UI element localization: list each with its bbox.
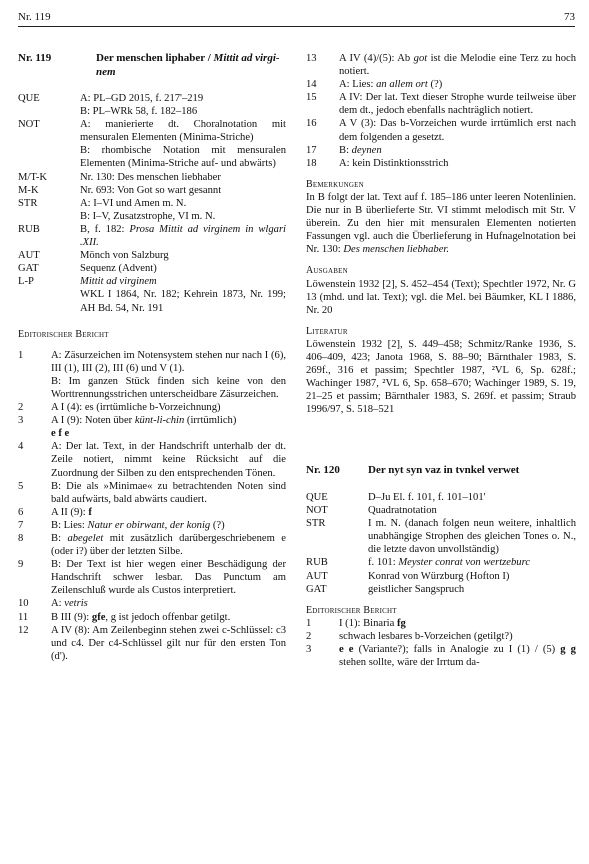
entry-heading: Der menschen liphaber / Mittit ad virgi-nem <box>96 52 280 78</box>
meta-row: NOT Quadratnotation <box>306 505 437 517</box>
note-item: 5 B: Die als »Minimae« zu betrachtenden Noten sind bald aufwärts, bald abwärts caudiert. <box>18 480 286 505</box>
meta-row: STR I m. N. (danach folgen neun weitere, inhaltlich unabhängige Strophen des gleichen Tones o. N., die letzte davon unvollständig) <box>306 518 576 556</box>
note-item: 2 A I (4): es (irrtümliche b-Vorzeichnung) <box>18 402 221 414</box>
note-item: 11 B III (9): gfe, g ist jedoch offenbar getilgt. <box>18 611 231 623</box>
note-item: 18 A: kein Distinktionsstrich <box>306 157 449 169</box>
metadata-block-119 <box>18 92 286 315</box>
meta-row: GAT geistlicher Sangspruch <box>306 583 465 595</box>
entry-number: Nr. 120 <box>306 464 340 477</box>
note-item: 15 A IV: Der lat. Text dieser Strophe wurde teilweise über dem dt., jedoch ebenfalls nachträglich notiert. <box>306 92 576 117</box>
meta-row: RUB f. 101: Meyster conrat von wertzeburc <box>306 557 531 569</box>
notes-list-119 <box>18 349 286 663</box>
note-item: 14 A: Lies: an allem ort (?) <box>306 79 443 91</box>
note-item: 4 A: Der lat. Text, in der Handschrift unterhalb der dt. Zeile notiert, nimmt keine Rücksicht auf die Zuordnung der Silben zu den entsprechenden Tönen. <box>18 441 286 479</box>
meta-row: B: PL–WRk 58, f. 182–186 <box>80 106 198 118</box>
notes-list-119-continued <box>306 52 576 170</box>
section-heading-bemerkungen: Bemerkungen <box>306 178 364 190</box>
bemerkungen-text: In B folgt der lat. Text auf f. 185–186 unter leeren Notenlinien. Die nur in B überlieferte Str. VI stimmt melodisch mit Str. V überein. Zu den hier mit mensuralen Elementen notierten Fassungen vgl. auch die Überlieferung in Hufnagelnotation bei Nr. 130: Des menschen liebhaber. <box>306 191 576 256</box>
meta-row: RUB B, f. 182: Prosa Mittit ad virginem in wlgari .XII. <box>18 223 287 249</box>
meta-row: M/T-K Nr. 130: Des menschen liebhaber <box>18 171 221 183</box>
meta-row: L-P Mittit ad virginem <box>18 276 157 288</box>
note-item: 3 A I (9): Noten über künt-li-chin (irrtümlich) <box>18 415 237 427</box>
section-heading-editorischer-bericht: Editorischer Bericht <box>18 328 109 340</box>
note-item: 13 A IV (4)/(5): Ab got ist die Melodie eine Terz zu hoch notiert. <box>306 53 576 78</box>
note-item: 2 schwach lesbares b-Vorzeichen (getilgt?) <box>306 630 513 642</box>
meta-row: NOT A: manierierte dt. Choralnotation mit mensuralen Elementen (Minima-Striche) <box>18 119 286 144</box>
note-item: 1 I (1): Binaria fg <box>306 617 406 629</box>
note-item: 9 B: Der Text ist hier wegen einer Beschädigung der Handschrift schwer lesbar. Das Punctum am Zeilenschluß wurde als Custos interpretiert. <box>18 559 286 597</box>
header-entry-number: Nr. 119 <box>18 11 51 23</box>
notes-list-120 <box>306 617 576 669</box>
entry-title-119 <box>18 52 286 79</box>
entry-title-120 <box>306 464 576 478</box>
section-heading-ausgaben: Ausgaben <box>306 265 348 277</box>
meta-row: STR A: I–VI und Amen m. N. <box>18 197 187 209</box>
note-item: B: Im ganzen Stück finden sich keine von den Worttrennungsstrichen unterscheidbare Zäsurzeichen. <box>51 375 286 400</box>
note-item: 8 B: abegelet mit zusätzlich darübergeschriebenem e (oder i?) über der letzten Silbe. <box>18 533 286 558</box>
entry-number: Nr. 119 <box>18 52 52 64</box>
note-item: 12 A IV (8): Am Zeilenbeginn stehen zwei c-Schlüssel: c3 und c4. Der c4-Schlüssel gilt nur für den ersten Ton (d'). <box>18 624 286 662</box>
meta-row: AUT Konrad von Würzburg (Hofton I) <box>306 570 510 582</box>
meta-row: WKL I 1864, Nr. 182; Kehrein 1873, Nr. 199; AH Bd. 54, Nr. 191 <box>80 289 286 314</box>
note-item: 1 A: Zäsurzeichen im Notensystem stehen nur nach I (6), III (1), III (2), III (6) und V (1). <box>18 349 286 374</box>
meta-row: B: rhombische Notation mit mensuralen Elementen (Minima-Striche auf- und abwärts) <box>80 145 286 170</box>
literatur-text: Löwenstein 1932 [2], S. 449–458; Schmitz/Ranke 1936, S. 406–409, 423; Janota 1968, S. 88–90; Bärnthaler 1983, S. 269f., 316 et passim; Spechtler 1987, ²VL 6, Sp. 628f.; Wachinger 1987, ²VL 6, Sp. 658–670; Wachinger 1989, S. 19, 21–25 et passim; Bärnthaler 1983, S. 269f. et passim; Straub 1996/97, S. 518–521 <box>306 338 576 416</box>
note-item: e f e <box>51 428 70 440</box>
note-item: 10 A: vetris <box>18 598 88 610</box>
note-item: 3 e e (Variante?); falls in Analogie zu I (1) / (5) g g stehen sollte, wäre der Irrtum da- <box>306 643 576 669</box>
right-column <box>306 52 576 669</box>
meta-row: QUE D–Ju El. f. 101, f. 101–101' <box>306 491 486 503</box>
note-item: 16 A V (3): Das b-Vorzeichen wurde irrtümlich erst nach dem folgenden a gesetzt. <box>306 118 576 143</box>
left-column <box>18 52 286 663</box>
meta-row: GAT Sequenz (Advent) <box>18 263 157 275</box>
note-item: 17 B: deynen <box>306 144 382 156</box>
metadata-block-120 <box>306 491 576 596</box>
note-item: 6 A II (9): f <box>18 506 92 518</box>
running-header <box>18 11 575 27</box>
section-heading-editorischer-bericht-120: Editorischer Bericht <box>306 604 397 616</box>
meta-row: B: I–V, Zusatzstrophe, VI m. N. <box>80 210 216 222</box>
meta-row: QUE A: PL–GD 2015, f. 217'–219 <box>18 93 204 104</box>
note-item: 7 B: Lies: Natur er obirwant, der konig (?) <box>18 519 225 531</box>
entry-heading: Der nyt syn vaz in tvnkel verwet <box>368 464 520 477</box>
meta-row: M-K Nr. 693: Von Got so wart gesannt <box>18 184 222 196</box>
meta-row: AUT Mönch von Salzburg <box>18 250 169 262</box>
page-number: 73 <box>564 11 575 23</box>
section-heading-literatur: Literatur <box>306 325 348 337</box>
ausgaben-text: Löwenstein 1932 [2], S. 452–454 (Text); Spechtler 1972, Nr. G 13 (mhd. und lat. Text); vgl. die Mel. bei Bäumker, KL I 1886, Nr. 20 <box>306 278 576 316</box>
